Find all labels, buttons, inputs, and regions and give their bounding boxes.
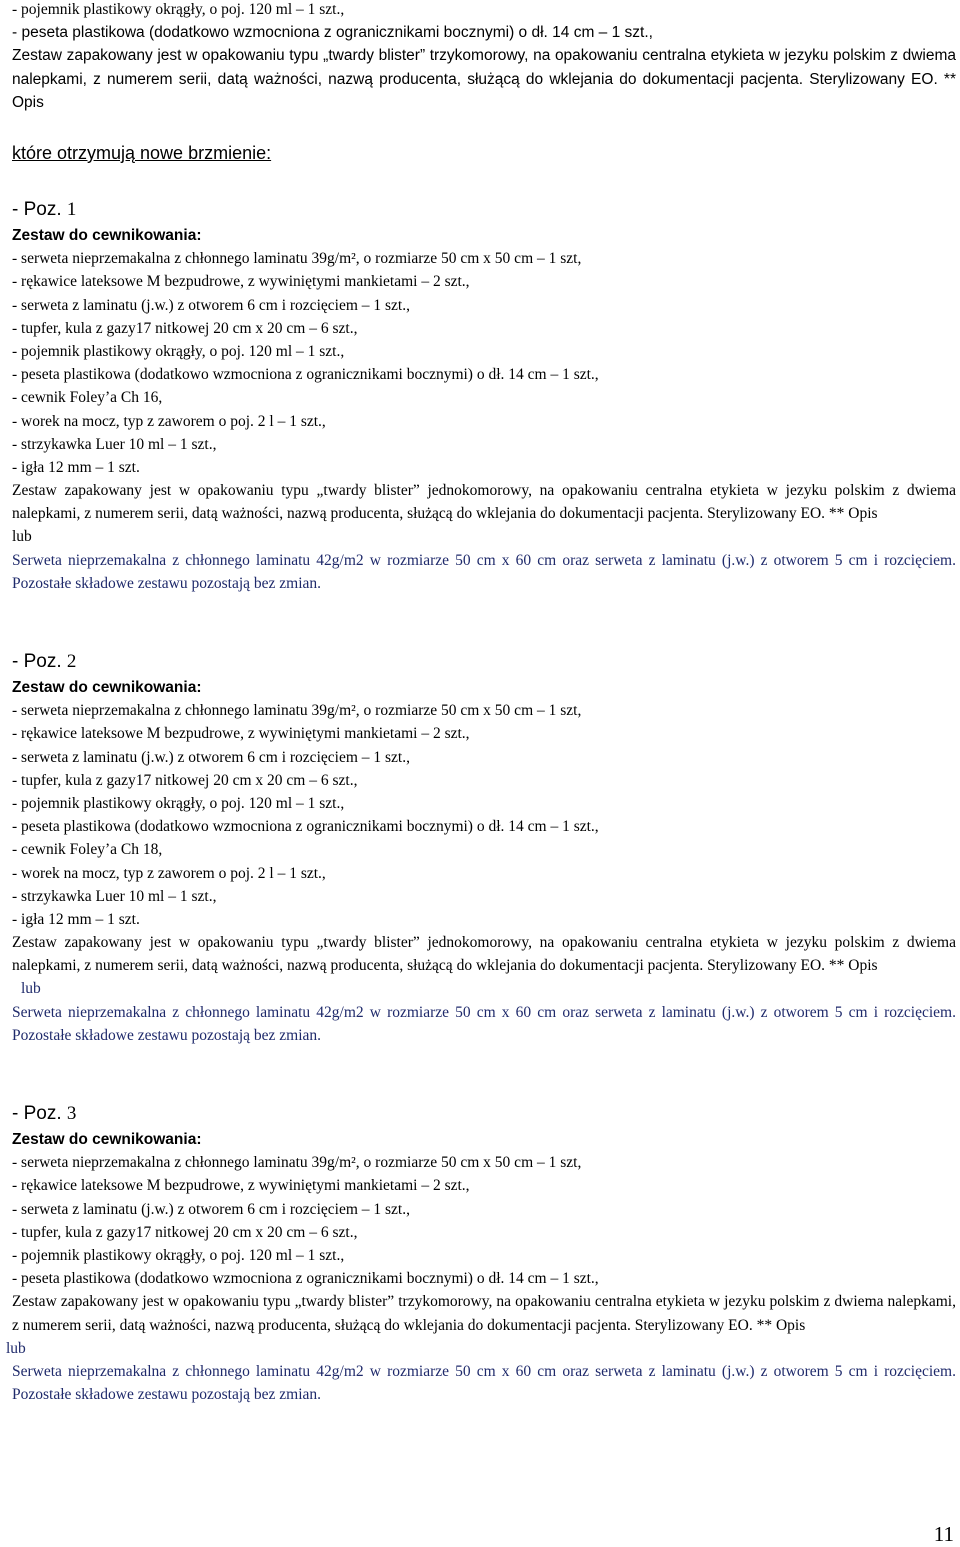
or-label: lub: [12, 528, 32, 546]
position-heading-2: [12, 650, 76, 674]
kit-item: - pojemnik plastikowy okrągły, o poj. 120 ml – 1 szt.,: [12, 342, 345, 360]
position-3-body: [6, 1128, 956, 1406]
kit-item: - serweta z laminatu (j.w.) z otworem 6 cm i rozcięciem – 1 szt.,: [12, 748, 410, 766]
kit-item: - strzykawka Luer 10 ml – 1 szt.,: [12, 887, 217, 905]
kit-title: Zestaw do cewnikowania:: [12, 679, 202, 696]
section-heading: które otrzymują nowe brzmienie:: [12, 143, 272, 163]
position-label: - Poz.: [12, 651, 62, 672]
kit-item: - peseta plastikowa (dodatkowo wzmocniona z ogranicznikami bocznymi) o dł. 14 cm – 1 szt.,: [12, 366, 599, 384]
kit-item: - serweta z laminatu (j.w.) z otworem 6 cm i rozcięciem – 1 szt.,: [12, 296, 410, 314]
alternative-paragraph: Serweta nieprzemakalna z chłonnego laminatu 42g/m2 w rozmiarze 50 cm x 60 cm oraz serweta z laminatu (j.w.) z otworem 5 cm i rozcięciem. Pozostałe składowe zestawu pozostają bez zmian.: [12, 551, 956, 592]
packaging-paragraph: Zestaw zapakowany jest w opakowaniu typu „twardy blister” trzykomorowy, na opakowaniu centralna etykieta w jezyku polskim z dwiema nalepkami, z numerem serii, datą ważności, nazwą producenta, służącą do wklejania do dokumentacji pacjenta. Sterylizowany EO. ** Opis: [12, 1293, 956, 1334]
or-label: lub: [6, 1339, 26, 1357]
kit-item: - serweta nieprzemakalna z chłonnego laminatu 39g/m², o rozmiarze 50 cm x 50 cm – 1 szt,: [12, 250, 582, 268]
kit-title: Zestaw do cewnikowania:: [12, 1131, 202, 1148]
kit-item: - rękawice lateksowe M bezpudrowe, z wywiniętymi mankietami – 2 szt.,: [12, 1177, 470, 1195]
kit-item: - peseta plastikowa (dodatkowo wzmocniona z ogranicznikami bocznymi) o dł. 14 cm – 1 szt.,: [12, 1270, 599, 1288]
alternative-paragraph: Serweta nieprzemakalna z chłonnego laminatu 42g/m2 w rozmiarze 50 cm x 60 cm oraz serweta z laminatu (j.w.) z otworem 5 cm i rozcięciem. Pozostałe składowe zestawu pozostają bez zmian.: [12, 1003, 956, 1044]
packaging-paragraph: Zestaw zapakowany jest w opakowaniu typu „twardy blister” jednokomorowy, na opakowaniu centralna etykieta w jezyku polskim z dwiema nalepkami, z numerem serii, datą ważności, nazwą producenta, służącą do wklejania do dokumentacji pacjenta. Sterylizowany EO. ** Opis: [12, 934, 956, 975]
kit-title: Zestaw do cewnikowania:: [12, 227, 202, 244]
kit-item: - rękawice lateksowe M bezpudrowe, z wywiniętymi mankietami – 2 szt.,: [12, 725, 470, 743]
kit-item: - serweta z laminatu (j.w.) z otworem 6 cm i rozcięciem – 1 szt.,: [12, 1200, 410, 1218]
page-number: 11: [933, 1522, 954, 1546]
kit-item: - peseta plastikowa (dodatkowo wzmocniona z ogranicznikami bocznymi) o dł. 14 cm – 1 szt.,: [12, 818, 599, 836]
kit-item: - rękawice lateksowe M bezpudrowe, z wywiniętymi mankietami – 2 szt.,: [12, 273, 470, 291]
position-heading-1: [12, 198, 76, 222]
kit-item: - igła 12 mm – 1 szt.: [12, 910, 140, 928]
kit-item: - pojemnik plastikowy okrągły, o poj. 120 ml – 1 szt.,: [12, 1246, 345, 1264]
position-number: 2: [66, 651, 77, 672]
kit-item: - cewnik Foley’a Ch 18,: [12, 841, 163, 859]
kit-item: - serweta nieprzemakalna z chłonnego laminatu 39g/m², o rozmiarze 50 cm x 50 cm – 1 szt,: [12, 702, 582, 720]
intro-item: - pojemnik plastikowy okrągły, o poj. 120 ml – 1 szt.,: [12, 1, 345, 18]
alternative-paragraph: Serweta nieprzemakalna z chłonnego laminatu 42g/m2 w rozmiarze 50 cm x 60 cm oraz serweta z laminatu (j.w.) z otworem 5 cm i rozcięciem. Pozostałe składowe zestawu pozostają bez zmian.: [12, 1362, 956, 1404]
intro-item: - peseta plastikowa (dodatkowo wzmocniona z ogranicznikami bocznymi) o dł. 14 cm – 1 szt.,: [12, 24, 653, 42]
intro-section: [12, 0, 956, 114]
position-number: 1: [66, 199, 77, 220]
kit-item: - tupfer, kula z gazy17 nitkowej 20 cm x 20 cm – 6 szt.,: [12, 1223, 358, 1241]
kit-item: - tupfer, kula z gazy17 nitkowej 20 cm x 20 cm – 6 szt.,: [12, 319, 358, 337]
kit-item: - cewnik Foley’a Ch 16,: [12, 389, 163, 407]
kit-item: - worek na mocz, typ z zaworem o poj. 2 l – 1 szt.,: [12, 412, 326, 430]
kit-item: - serweta nieprzemakalna z chłonnego laminatu 39g/m², o rozmiarze 50 cm x 50 cm – 1 szt,: [12, 1154, 582, 1172]
position-label: - Poz.: [12, 1103, 62, 1124]
intro-packaging-paragraph: Zestaw zapakowany jest w opakowaniu typu „twardy blister” trzykomorowy, na opakowaniu centralna etykieta w jezyku polskim z dwiema nalepkami, z numerem serii, datą ważności, nazwą producenta, służącą do wklejania do dokumentacji pacjenta. Sterylizowany EO. ** Opis: [12, 47, 956, 111]
kit-item: - tupfer, kula z gazy17 nitkowej 20 cm x 20 cm – 6 szt.,: [12, 771, 358, 789]
position-number: 3: [66, 1103, 77, 1124]
kit-item: - strzykawka Luer 10 ml – 1 szt.,: [12, 435, 217, 453]
or-label: lub: [21, 980, 41, 998]
kit-item: - pojemnik plastikowy okrągły, o poj. 120 ml – 1 szt.,: [12, 794, 345, 812]
position-1-body: [12, 224, 956, 595]
packaging-paragraph: Zestaw zapakowany jest w opakowaniu typu „twardy blister” jednokomorowy, na opakowaniu centralna etykieta w jezyku polskim z dwiema nalepkami, z numerem serii, datą ważności, nazwą producenta, służącą do wklejania do dokumentacji pacjenta. Sterylizowany EO. ** Opis: [12, 482, 956, 523]
kit-item: - worek na mocz, typ z zaworem o poj. 2 l – 1 szt.,: [12, 864, 326, 882]
position-heading-3: [12, 1102, 76, 1126]
position-label: - Poz.: [12, 199, 62, 220]
position-2-body: [12, 676, 956, 1047]
kit-item: - igła 12 mm – 1 szt.: [12, 458, 140, 476]
